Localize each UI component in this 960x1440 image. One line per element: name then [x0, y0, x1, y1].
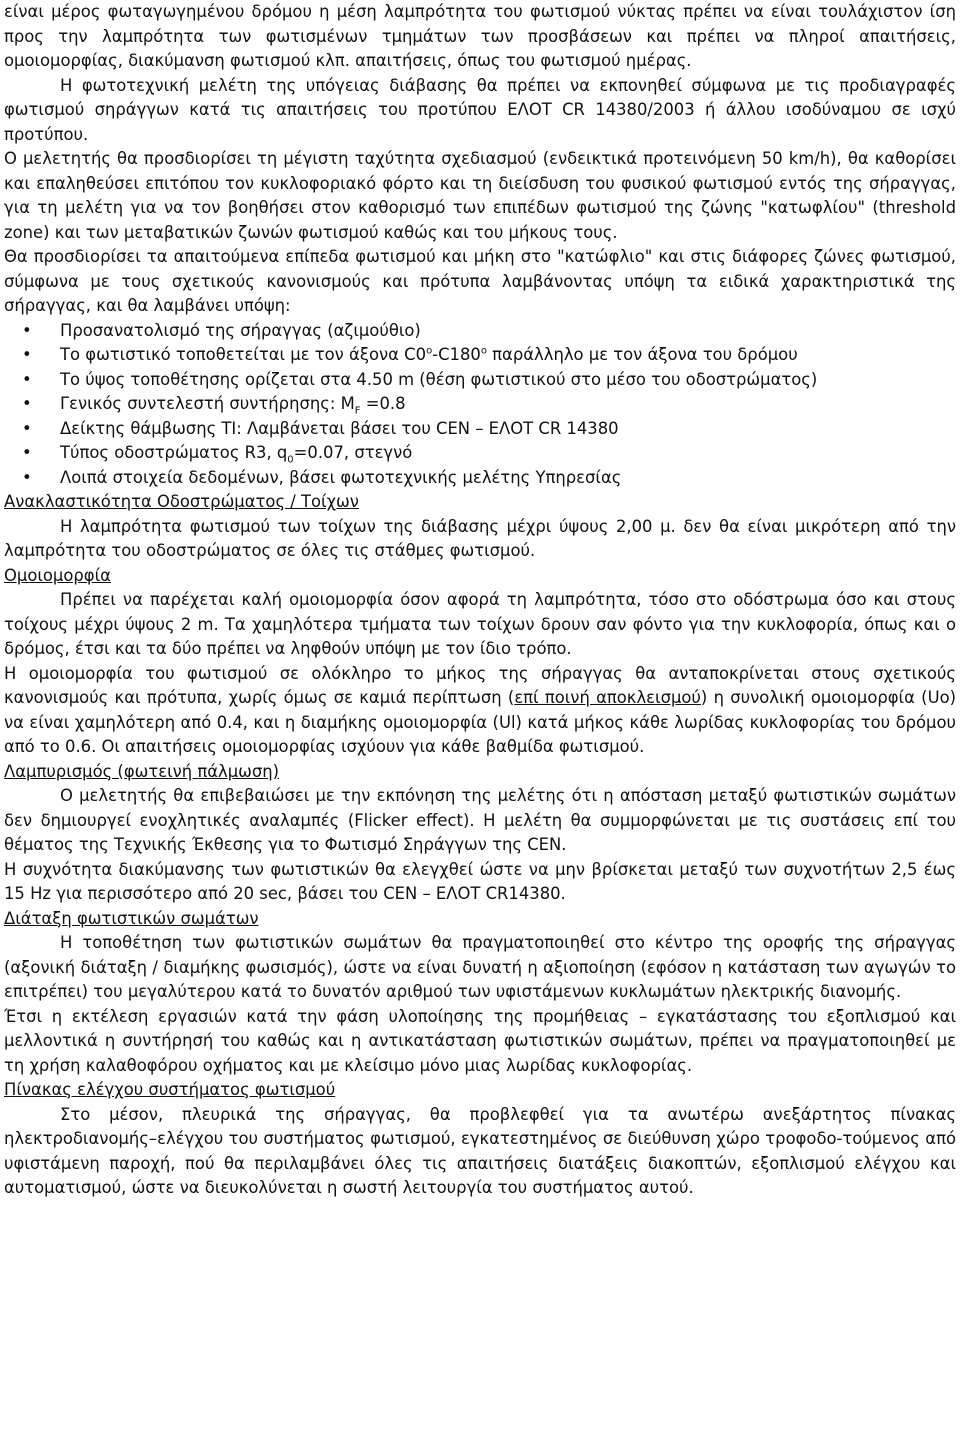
- degree-superscript: o: [426, 345, 433, 357]
- paragraph-wall-luminance: Η λαμπρότητα φωτισμού των τοίχων της διάβασης μέχρι ύψους 2,00 μ. δεν θα είναι μικρότερη από την λαμπρότητα του οδοστρώματος σε όλες τις στάθμες φωτισμού.: [4, 516, 956, 560]
- paragraph-maintenance: Έτσι η εκτέλεση εργασιών κατά την φάση υλοποίησης της προμήθειας – εγκατάστασης του εξοπλισμού και μελλοντικά η συντήρησή του καθώς και η αντικατάσταση φωτιστικών σωμάτων, πρέπει να πραγματοποιηθεί με τη χρήση καλαθοφόρου οχήματος και με κλείσιμο μόνο μιας λωρίδας κυκλοφορίας.: [4, 1006, 956, 1075]
- subscript: F: [354, 405, 361, 417]
- heading-uniformity: Ομοιομορφία: [4, 565, 111, 585]
- paragraph-control-panel: Στο μέσον, πλευρικά της σήραγγας, θα προβλεφθεί για τα ανωτέρω ανεξάρτητος πίνακας ηλεκτροδιανομής–ελέγχου του συστήματος φωτισμού, εγκατεστημένος σε διεύθυνση χώρο τροφοδο-τούμενος από υφιστάμενη παροχή, πού θα περιλαμβάνει όλες τις απαιτήσεις διατάξεις διακοπτών, εξοπλισμού ελέγχου και αυτοματισμού, ώστε να διευκολύνεται η σωστή λειτουργία του συστήματος αυτού.: [4, 1104, 956, 1197]
- list-item: [22, 392, 956, 417]
- paragraph-uniformity: Πρέπει να παρέχεται καλή ομοιομορφία όσον αφορά τη λαμπρότητα, τόσο στο οδόστρωμα όσο και στους τοίχους μέχρι ύψους 2 m. Τα χαμηλότερα τμήματα των τοίχων δρουν σαν φόντο για την κυκλοφορία, όπως και ο δρόμος, έτσι και τα δύο πρέπει να ληφθούν υπόψη με τον ίδιο τρόπο.: [4, 590, 956, 658]
- paragraph-photometric-study: Η φωτοτεχνική μελέτη της υπόγειας διάβασης θα πρέπει να εκπονηθεί σύμφωνα με τις προδιαγραφές φωτισμού σηράγγων κατά τις απαιτήσεις του προτύπου ΕΛΟΤ CR 14380/2003 ή άλλου ισοδύναμου σε ισχύ προτύπου.: [4, 75, 956, 144]
- heading-luminaire-layout: Διάταξη φωτιστικών σωμάτων: [4, 908, 259, 928]
- list-item-text: παράλληλο με τον άξονα του δρόμου: [486, 345, 798, 364]
- heading-flicker: Λαμπυρισμός (φωτεινή πάλμωση): [4, 761, 280, 781]
- bullet-icon: •: [22, 467, 32, 487]
- list-item-text: =0.8: [360, 394, 406, 413]
- list-item: [22, 441, 956, 466]
- text-run: Η ομοιομορφία του φωτισμού σε ολόκληρο το μήκος της σήραγγας θα ανταποκρίνεται στους σχετικούς κανονισμούς και πρότυπα, χωρίς όμως σε καμιά περίπτωση (: [4, 663, 956, 707]
- bullet-icon: •: [22, 345, 32, 364]
- list-item-text: Λοιπά στοιχεία δεδομένων, βάσει φωτοτεχνικής μελέτης Υπηρεσίας: [60, 467, 622, 487]
- text-run: ) η συνολική ομοιομορφία (Uo) να είναι χαμηλότερη από 0.4, και η διαμήκης ομοιομορφία (Ul) κατά μήκος κάθε λωρίδας κυκλοφορίας του δρόμου από το 0.6. Οι απαιτήσεις ομοιομορφίας ισχύουν για κάθε βαθμίδα φωτισμού.: [4, 688, 956, 756]
- list-item: [22, 466, 956, 491]
- bullet-icon: •: [22, 394, 32, 413]
- list-item-text: Το ύψος τοποθέτησης ορίζεται στα 4.50 m (θέση φωτιστικού στο μέσο του οδοστρώματος): [60, 369, 818, 389]
- paragraph-uniformity-requirements: [4, 662, 956, 760]
- underlined-text: επί ποινή αποκλεισμού: [514, 688, 701, 707]
- paragraph-designer-speed: Ο μελετητής θα προσδιορίσει τη μέγιστη ταχύτητα σχεδιασμού (ενδεικτικά προτεινόμενη 50 km/h), θα καθορίσει και επαληθεύσει επιτόπου τον κυκλοφοριακό φόρτο και τη διείσδυση του φυσικού φωτισμού εντός της σήραγγας, για τη μελέτη για να τον βοηθήσει στον καθορισμό των επιπέδων φωτισμού της ζώνης "κατωφλίου" (threshold zone) και των μεταβατικών ζωνών φωτισμού καθώς και του μήκους τους.: [4, 149, 956, 242]
- list-item-text: Γενικός συντελεστή συντήρησης: M: [60, 394, 355, 413]
- paragraph-lighting-levels: Θα προσδιορίσει τα απαιτούμενα επίπεδα φωτισμού και μήκη στο "κατώφλιο" και στις διάφορες ζώνες φωτισμού, σύμφωνα με τους σχετικούς κανονισμούς και πρότυπα λαμβάνοντας υπόψη τα ειδικά χαρακτηριστικά της σήραγγας, και θα λαμβάνει υπόψη:: [4, 247, 956, 315]
- list-item-text: Το φωτιστικό τοποθετείται με τον άξονα C0: [60, 345, 427, 364]
- list-item: [22, 343, 956, 368]
- degree-superscript: o: [480, 345, 487, 357]
- paragraph-intro: είναι μέρος φωταγωγημένου δρόμου η μέση λαμπρότητα του φωτισμού νύκτας πρέπει να είναι τουλάχιστον ίση προς την λαμπρότητα των φωτισμένων τμημάτων των προσβάσεων και πρέπει να πληροί απαιτήσεις, ομοιομορφίας, διακύμανση φωτισμού κλπ. απαιτήσεις, όπως του φωτισμού ημέρας.: [4, 2, 956, 70]
- paragraph-flicker: Ο μελετητής θα επιβεβαιώσει με την εκπόνηση της μελέτης ότι η απόσταση μεταξύ φωτιστικών σωμάτων δεν δημιουργεί ενοχλητικές αναλαμπές (Flicker effect). Η μελέτη θα συμμορφώνεται με τις συστάσεις επί του θέματος της Τεχνικής Έκθεσης για το Φωτισμό Σηράγγων της CEN.: [4, 786, 956, 854]
- list-item-text: Προσανατολισμό της σήραγγας (αζιμούθιο): [60, 320, 421, 340]
- list-item: [22, 417, 956, 442]
- requirements-list: [4, 319, 956, 491]
- list-item: [22, 368, 956, 393]
- list-item-text: -C180: [432, 345, 481, 364]
- heading-control-panel: Πίνακας ελέγχου συστήματος φωτισμού: [4, 1080, 336, 1099]
- bullet-icon: •: [22, 320, 32, 340]
- subscript: 0: [287, 454, 294, 466]
- paragraph-luminaire-placement: Η τοποθέτηση των φωτιστικών σωμάτων θα πραγματοποιηθεί στο κέντρο της οροφής της σήραγγας (αξονική διάταξη / διαμήκης φωσισμός), ώστε να είναι δυνατή η αξιοποίηση (εφόσον η κατάσταση των αγωγών το επιτρέπει) του μεγαλύτερου κατά το δυνατόν αριθμού των υφιστάμενων κυκλωμάτων ηλεκτρικής διανομής.: [4, 933, 956, 1001]
- bullet-icon: •: [22, 418, 32, 438]
- bullet-icon: •: [22, 443, 32, 462]
- list-item-text: Δείκτης θάμβωσης TI: Λαμβάνεται βάσει του CEN – ΕΛΟΤ CR 14380: [60, 418, 619, 438]
- heading-reflectance: Ανακλαστικότητα Οδοστρώματος / Τοίχων: [4, 492, 359, 511]
- bullet-icon: •: [22, 369, 32, 389]
- list-item-text: Τύπος οδοστρώματος R3, q: [60, 443, 288, 462]
- list-item: [22, 319, 956, 344]
- paragraph-frequency: Η συχνότητα διακύμανσης των φωτιστικών θα ελεγχθεί ώστε να μην βρίσκεται μεταξύ των συχνοτήτων 2,5 έως 15 Hz για περισσότερο από 20 sec, βάσει του CEN – ΕΛΟΤ CR14380.: [4, 859, 956, 903]
- list-item-text: =0.07, στεγνό: [293, 443, 413, 462]
